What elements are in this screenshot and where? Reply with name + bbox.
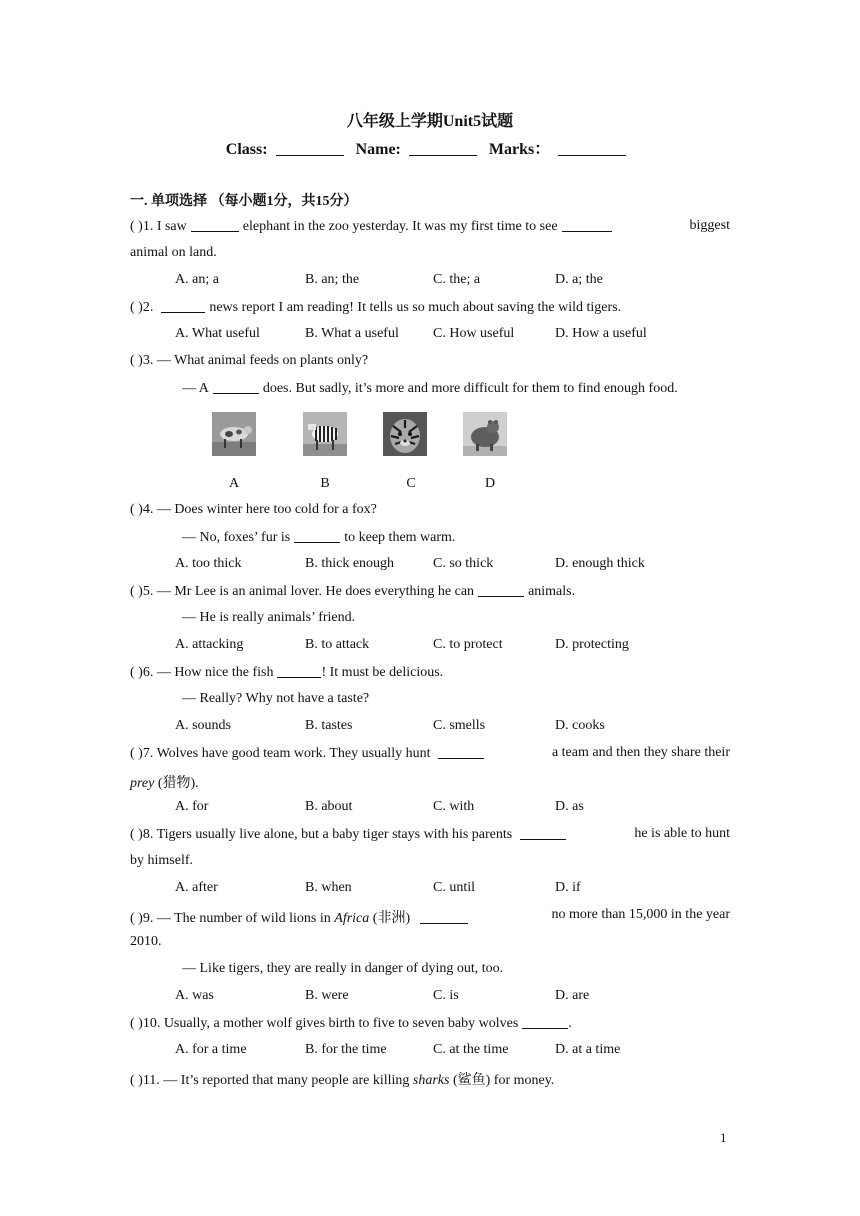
answer-blank xyxy=(522,1015,568,1029)
question-6-options xyxy=(175,718,735,738)
option-a: A. for a time xyxy=(175,1042,247,1057)
option-b: B. when xyxy=(305,880,352,895)
name-blank[interactable] xyxy=(409,141,477,156)
option-b: B. tastes xyxy=(305,718,353,733)
question-7: ( )7. Wolves have good team work. They usually hunt a team and then they share their xyxy=(130,745,730,761)
option-d: D. a; the xyxy=(555,272,603,287)
option-b: B. for the time xyxy=(305,1042,387,1057)
option-c: C. is xyxy=(433,988,459,1003)
animal-photo-d xyxy=(463,412,507,456)
answer-blank xyxy=(161,299,205,313)
animal-photo-b xyxy=(303,412,347,456)
option-c: C. with xyxy=(433,799,475,814)
question-3-answer: — A does. But sadly, it’s more and more difficult for them to find enough food. xyxy=(182,381,678,396)
marks-label: Marks： xyxy=(488,141,551,158)
option-a: A. sounds xyxy=(175,718,232,733)
question-9: ( )9. — The number of wild lions in Africa (非洲) no more than 15,000 in the year xyxy=(130,907,730,926)
option-b: B. an; the xyxy=(305,272,360,287)
question-5-answer: — He is really animals’ friend. xyxy=(182,610,356,625)
option-d: D. if xyxy=(555,880,581,895)
question-8: ( )8. Tigers usually live alone, but a baby tiger stays with his parents he is able to hunt xyxy=(130,826,730,842)
image-label-a: A xyxy=(228,476,240,491)
option-c: C. the; a xyxy=(433,272,481,287)
option-c: C. at the time xyxy=(433,1042,509,1057)
question-1-continued: animal on land. xyxy=(130,245,217,260)
page-number: 1 xyxy=(720,1130,727,1145)
answer-blank xyxy=(478,583,524,597)
question-9-continued: 2010. xyxy=(130,934,162,949)
question-10-options xyxy=(175,1042,735,1062)
option-c: C. until xyxy=(433,880,476,895)
option-d: D. at a time xyxy=(555,1042,621,1057)
option-d: D. are xyxy=(555,988,590,1003)
question-11: ( )11. — It’s reported that many people are killing sharks (鲨鱼) for money. xyxy=(130,1073,555,1088)
name-label: Name: xyxy=(355,141,401,158)
image-label-d: D xyxy=(484,476,496,491)
answer-blank xyxy=(294,529,340,543)
class-label: Class: xyxy=(225,141,268,158)
question-4-options xyxy=(175,556,735,576)
option-a: A. for xyxy=(175,799,209,814)
student-info-row xyxy=(0,136,860,159)
option-b: B. about xyxy=(305,799,353,814)
option-c: C. so thick xyxy=(433,556,494,571)
image-label-c: C xyxy=(406,476,416,491)
question-2-options xyxy=(175,326,735,346)
option-a: A. too thick xyxy=(175,556,242,571)
image-label-b: B xyxy=(320,476,330,491)
question-6: ( )6. — How nice the fish ! It must be delicious. xyxy=(130,665,444,680)
answer-blank xyxy=(520,826,566,840)
option-c: C. to protect xyxy=(433,637,503,652)
option-b: B. to attack xyxy=(305,637,370,652)
page-title: 八年级上学期Unit5试题 xyxy=(346,113,514,130)
option-d: D. How a useful xyxy=(555,326,647,341)
option-a: A. an; a xyxy=(175,272,219,287)
answer-blank xyxy=(213,380,259,394)
option-a: A. attacking xyxy=(175,637,244,652)
option-b: B. were xyxy=(305,988,349,1003)
answer-blank xyxy=(191,218,239,232)
question-3: ( )3. — What animal feeds on plants only? xyxy=(130,353,369,368)
question-4-answer: — No, foxes’ fur is to keep them warm. xyxy=(182,530,456,545)
question-6-answer: — Really? Why not have a taste? xyxy=(182,691,370,706)
marks-blank[interactable] xyxy=(558,141,626,156)
section-heading: 一. 单项选择 （每小题1分，共15分） xyxy=(130,194,358,209)
option-a: A. What useful xyxy=(175,326,260,341)
question-5: ( )5. — Mr Lee is an animal lover. He does everything he can animals. xyxy=(130,584,576,599)
option-a: A. was xyxy=(175,988,214,1003)
question-8-continued: by himself. xyxy=(130,853,193,868)
answer-blank xyxy=(562,218,612,232)
question-8-options xyxy=(175,880,735,900)
question-10: ( )10. Usually, a mother wolf gives birth to five to seven baby wolves . xyxy=(130,1016,572,1031)
question-9-answer: — Like tigers, they are really in danger of dying out, too. xyxy=(182,961,504,976)
question-4: ( )4. — Does winter here too cold for a fox? xyxy=(130,502,377,517)
question-9-options xyxy=(175,988,735,1008)
question-1-options xyxy=(175,272,735,292)
animal-photo-a xyxy=(212,412,256,456)
option-d: D. protecting xyxy=(555,637,629,652)
answer-blank xyxy=(438,745,484,759)
option-c: C. How useful xyxy=(433,326,515,341)
question-7-continued: prey (猎物). xyxy=(130,776,199,791)
animal-photo-c xyxy=(383,412,427,456)
option-d: D. as xyxy=(555,799,584,814)
option-b: B. What a useful xyxy=(305,326,399,341)
option-d: D. cooks xyxy=(555,718,605,733)
answer-blank xyxy=(420,910,468,924)
option-c: C. smells xyxy=(433,718,486,733)
question-2: ( )2. news report I am reading! It tells us so much about saving the wild tigers. xyxy=(130,300,622,315)
question-7-options xyxy=(175,799,735,819)
option-b: B. thick enough xyxy=(305,556,395,571)
answer-blank xyxy=(277,664,321,678)
class-blank[interactable] xyxy=(276,141,344,156)
option-d: D. enough thick xyxy=(555,556,645,571)
option-a: A. after xyxy=(175,880,218,895)
question-1: ( )1. I saw elephant in the zoo yesterday. It was my first time to see biggest xyxy=(130,218,730,234)
question-5-options xyxy=(175,637,735,657)
